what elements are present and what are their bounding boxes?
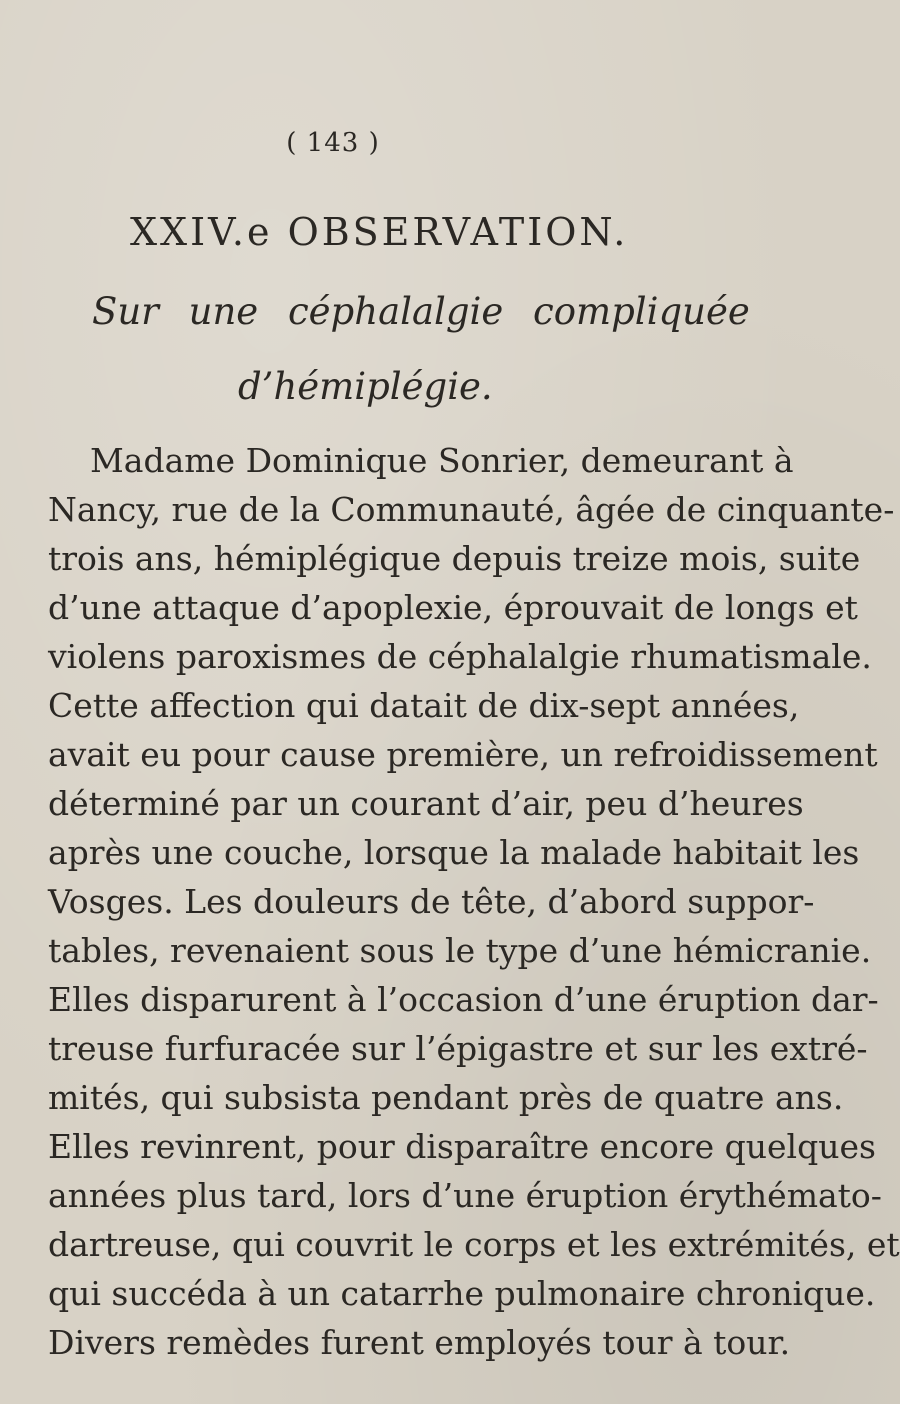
- page-number: ( 143 ): [286, 128, 380, 158]
- body-text-line: Nancy, rue de la Communauté, âgée de cinquante-: [48, 490, 895, 529]
- body-text-line: Cette affection qui datait de dix-sept années,: [48, 686, 800, 725]
- body-text-line: années plus tard, lors d’une éruption érythémato-: [48, 1176, 882, 1215]
- body-text-line: dartreuse, qui couvrit le corps et les extrémités, et: [48, 1225, 900, 1264]
- body-text-line: avait eu pour cause première, un refroidissement: [48, 735, 878, 774]
- body-text-line: d’une attaque d’apoplexie, éprouvait de longs et: [48, 588, 858, 627]
- body-text-line: qui succéda à un catarrhe pulmonaire chronique.: [48, 1274, 876, 1313]
- body-text-line: Elles disparurent à l’occasion d’une éruption dar-: [48, 980, 879, 1019]
- body-text-line: Divers remèdes furent employés tour à tour.: [48, 1323, 791, 1362]
- body-text-line: Vosges. Les douleurs de tête, d’abord suppor-: [48, 882, 815, 921]
- section-title: XXIV.e OBSERVATION.: [130, 210, 629, 254]
- subtitle-line: Sur une céphalalgie compliquée: [92, 290, 750, 333]
- body-text-line: treuse furfuracée sur l’épigastre et sur les extré-: [48, 1029, 868, 1068]
- body-text-line: tables, revenaient sous le type d’une hémicranie.: [48, 931, 872, 970]
- body-text-line: Elles revinrent, pour disparaître encore quelques: [48, 1127, 876, 1166]
- body-text-line: déterminé par un courant d’air, peu d’heures: [48, 784, 804, 823]
- body-text-line: violens paroxismes de céphalalgie rhumatismale.: [48, 637, 872, 676]
- body-text-line: mités, qui subsista pendant près de quatre ans.: [48, 1078, 844, 1117]
- body-text-line: Madame Dominique Sonrier, demeurant à: [90, 441, 794, 480]
- subtitle-line: d’hémiplégie.: [238, 365, 493, 408]
- body-text-line: trois ans, hémiplégique depuis treize mois, suite: [48, 539, 861, 578]
- body-text-line: après une couche, lorsque la malade habitait les: [48, 833, 860, 872]
